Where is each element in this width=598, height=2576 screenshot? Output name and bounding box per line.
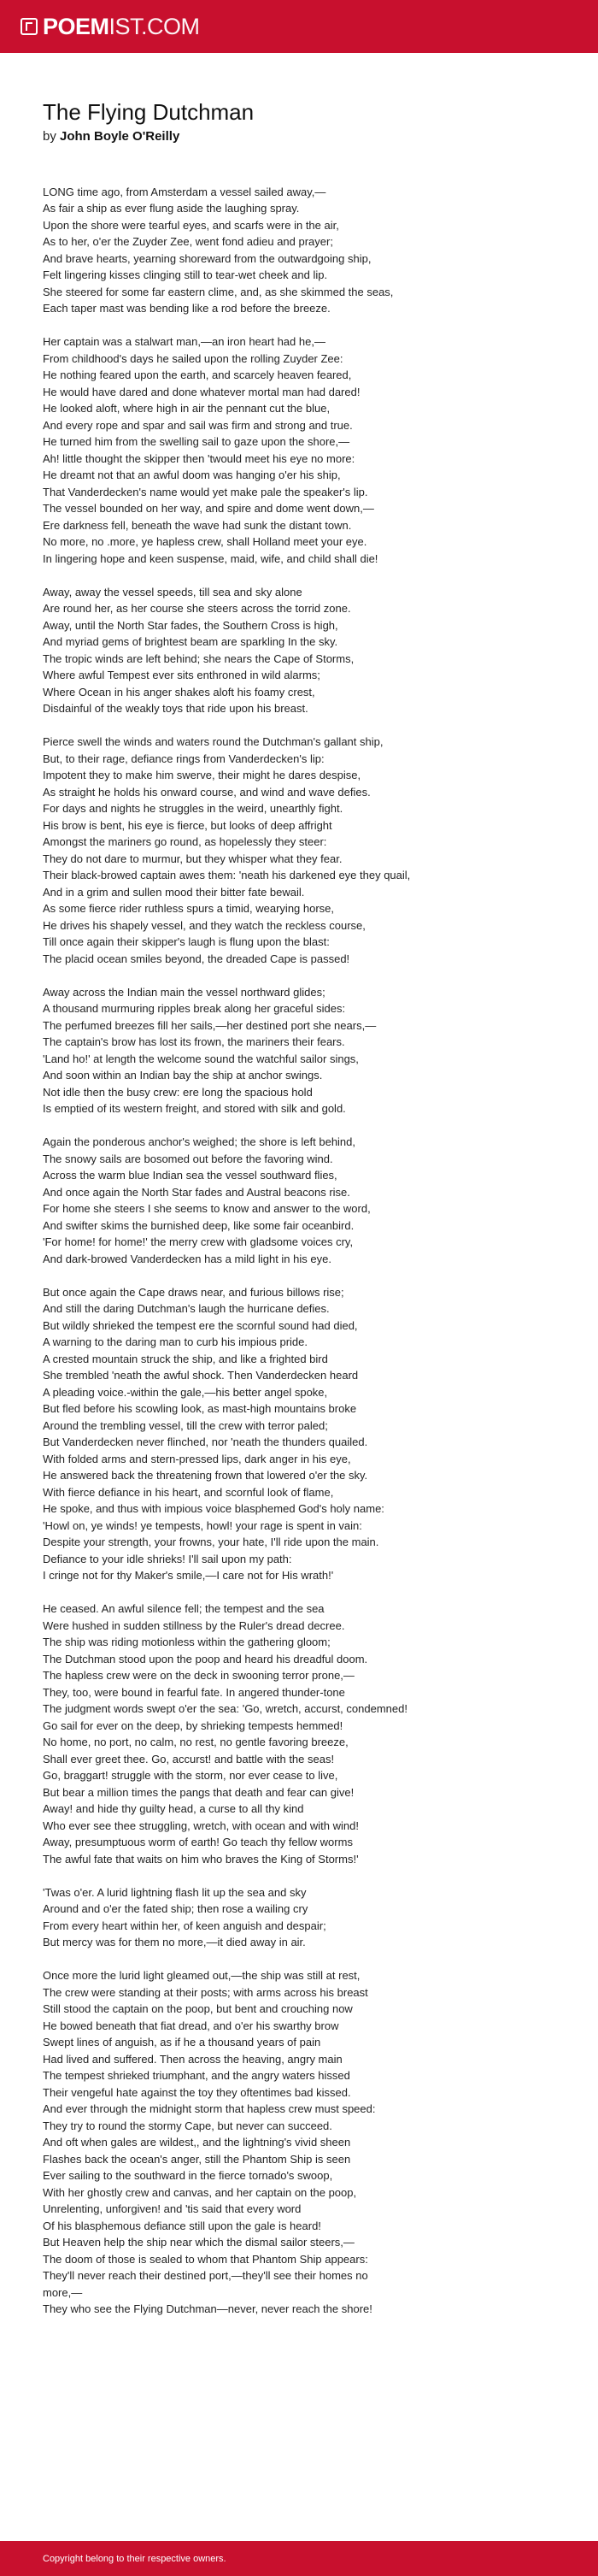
poem-line: And brave hearts, yearning shoreward from the outwardgoing ship, <box>43 251 372 265</box>
poem-line: Despite your strength, your frowns, your hate, I'll ride upon the main. <box>43 1536 379 1549</box>
poem-line: Pierce swell the winds and waters round the Dutchman's gallant ship, <box>43 735 384 749</box>
copyright-text: Copyright belong to their respective owners. <box>43 2553 226 2564</box>
stanza <box>43 1600 555 1867</box>
poem-line: Where awful Tempest ever sits enthroned in wild alarms; <box>43 669 320 682</box>
poem-title: The Flying Dutchman <box>43 99 255 125</box>
poem-line: And swifter skims the burnished deep, like some fair oceanbird. <box>43 1218 355 1232</box>
poem-line: Had lived and suffered. Then across the heaving, angry main <box>43 2052 343 2066</box>
poem-line: Ever sailing to the southward in the fierce tornado's swoop, <box>43 2169 333 2183</box>
poem-line: His brow is bent, his eye is fierce, but looks of deep affright <box>43 818 332 832</box>
poem-line: He looked aloft, where high in air the pennant cut the blue, <box>43 402 331 416</box>
poem-line: Where Ocean in his anger shakes aloft his foamy crest, <box>43 685 315 699</box>
poem-line: 'Twas o'er. A lurid lightning flash lit up the sea and sky <box>43 1885 307 1899</box>
poem-line: And still the daring Dutchman's laugh the hurricane defies. <box>43 1302 330 1316</box>
poem-line: Their vengeful hate against the toy they oftentimes bad kissed. <box>43 2085 351 2099</box>
poem-line: Defiance to your idle shrieks! I'll sail upon my path: <box>43 1552 292 1565</box>
poem-line: Again the ponderous anchor's weighed; the shore is left behind, <box>43 1135 356 1149</box>
stanza <box>43 584 555 717</box>
poem-line: And ever through the midnight storm that hapless crew must speed: <box>43 2102 376 2116</box>
poem-line: With folded arms and stern-pressed lips, dark anger in his eye, <box>43 1452 351 1465</box>
stanza <box>43 1967 555 2318</box>
poem-line: They'll never reach their destined port,—they'll see their homes no <box>43 2269 368 2283</box>
poem-line: The crew were standing at their posts; with arms across his breast <box>43 1985 368 1999</box>
poem-line: With her ghostly crew and canvas, and her captain on the poop, <box>43 2185 357 2199</box>
poem-line: And in a grim and sullen mood their bitter fate bewail. <box>43 885 305 899</box>
poem-line: Who ever see thee struggling, wretch, with ocean and with wind! <box>43 1819 359 1832</box>
poem-line: The doom of those is sealed to whom that Phantom Ship appears: <box>43 2252 368 2266</box>
poem-line: more,— <box>43 2285 83 2299</box>
poem-line: Across the warm blue Indian sea the vessel southward flies, <box>43 1169 337 1182</box>
poem-line: They try to round the stormy Cape, but never can succeed. <box>43 2119 332 2132</box>
poem-line: She trembled 'neath the awful shock. Then Vanderdecken heard <box>43 1369 359 1382</box>
poem-line: With fierce defiance in his heart, and scornful look of flame, <box>43 1485 334 1499</box>
stanza <box>43 1284 555 1584</box>
poem-line: He drives his shapely vessel, and they watch the reckless course, <box>43 918 366 932</box>
poem-line: Swept lines of anguish, as if he a thousand years of pain <box>43 2036 321 2049</box>
poem-line: The judgment words swept o'er the sea: 'Go, wretch, accurst, condemned! <box>43 1702 407 1716</box>
poem-line: Away, presumptuous worm of earth! Go teach thy fellow worms <box>43 1836 353 1849</box>
poem-line: Is emptied of its western freight, and stored with silk and gold. <box>43 1102 346 1116</box>
poem-line: The Dutchman stood upon the poop and heard his dreadful doom. <box>43 1652 368 1665</box>
poem-line: But once again the Cape draws near, and furious billows rise; <box>43 1285 344 1299</box>
stanza <box>43 333 555 567</box>
poem-line: Their black-browed captain awes them: 'neath his darkened eye they quail, <box>43 869 411 882</box>
poem-line: But Heaven help the ship near which the dismal sailor steers,— <box>43 2236 355 2249</box>
poem-line: He dreamt not that an awful doom was hanging o'er his ship, <box>43 469 341 482</box>
poem-body <box>43 184 555 2318</box>
poem-line: Go, braggart! struggle with the storm, nor ever cease to live, <box>43 1769 338 1783</box>
poem-line: Away! and hide thy guilty head, a curse to all thy kind <box>43 1802 304 1816</box>
poem-line: A pleading voice.-within the gale,—his better angel spoke, <box>43 1385 328 1399</box>
poem-line: They who see the Flying Dutchman—never, never reach the shore! <box>43 2302 372 2316</box>
poem-line: And oft when gales are wildest,, and the lightning's vivid sheen <box>43 2136 351 2149</box>
poem-line: The tropic winds are left behind; she nears the Cape of Storms, <box>43 651 355 665</box>
site-header <box>0 0 598 53</box>
stanza <box>43 734 555 967</box>
poem-line: Around the trembling vessel, till the crew with terror paled; <box>43 1418 328 1432</box>
poem-line: Shall ever greet thee. Go, accurst! and battle with the seas! <box>43 1752 335 1765</box>
poem-line: Ah! little thought the skipper then 'twould meet his eye no more: <box>43 451 355 465</box>
poem-line: The ship was riding motionless within the gathering gloom; <box>43 1636 331 1649</box>
poem-line: No home, no port, no calm, no rest, no gentle favoring breeze, <box>43 1736 349 1749</box>
poem-line: He answered back the threatening frown that lowered o'er the sky. <box>43 1469 368 1483</box>
poem-line: No more, no .more, ye hapless crew, shall Holland meet your eye. <box>43 535 367 549</box>
poem-line: Each taper mast was bending like a rod before the breeze. <box>43 302 331 315</box>
poem-line: Were hushed in sudden stillness by the Ruler's dread decree. <box>43 1618 345 1632</box>
logo-pen-icon <box>21 18 38 35</box>
poem-line: Flashes back the ocean's anger, still the Phantom Ship is seen <box>43 2152 351 2166</box>
poem-line: He would have dared and done whatever mortal man had dared! <box>43 385 361 398</box>
poem-line: 'Howl on, ye winds! ye tempests, howl! your rage is spent in vain: <box>43 1518 362 1532</box>
poem-line: Unrelenting, unforgiven! and 'tis said that every word <box>43 2202 302 2216</box>
poem-line: They, too, were bound in fearful fate. In angered thunder-tone <box>43 1685 345 1699</box>
poem-line: Around and o'er the fated ship; then rose a wailing cry <box>43 1902 308 1916</box>
poem-line: The awful fate that waits on him who braves the King of Storms!' <box>43 1852 359 1866</box>
stanza <box>43 184 555 317</box>
poem-line: He spoke, and thus with impious voice blasphemed God's holy name: <box>43 1502 384 1516</box>
poem-line: Ere darkness fell, beneath the wave had sunk the distant town. <box>43 518 352 532</box>
poem-line: He nothing feared upon the earth, and scarcely heaven feared, <box>43 368 352 382</box>
poem-line: For home she steers I she seems to know and answer to the word, <box>43 1202 371 1216</box>
poem-line: As to her, o'er the Zuyder Zee, went fond adieu and prayer; <box>43 235 333 249</box>
poem-line: He ceased. An awful silence fell; the tempest and the sea <box>43 1602 325 1616</box>
poem-line: He bowed beneath that fiat dread, and o'er his swarthy brow <box>43 2019 339 2032</box>
poem-line: He turned him from the swelling sail to gaze upon the shore,— <box>43 435 350 449</box>
poem-line: Away across the Indian main the vessel northward glides; <box>43 985 325 999</box>
poem-line: 'Land ho!' at length the welcome sound the watchful sailor sings, <box>43 1052 359 1065</box>
stanza <box>43 984 555 1117</box>
poem-line: In lingering hope and keen suspense, maid, wife, and child shall die! <box>43 551 378 565</box>
poem-line: The captain's brow has lost its frown, the mariners their fears. <box>43 1035 345 1049</box>
poem-line: Away, away the vessel speeds, till sea and sky alone <box>43 585 302 598</box>
author-link[interactable]: John Boyle O'Reilly <box>60 128 180 144</box>
poem-line: Impotent they to make him swerve, their might he dares despise, <box>43 769 361 782</box>
poem-line: As straight he holds his onward course, and wind and wave defies. <box>43 785 371 799</box>
poem-line: And myriad gems of brightest beam are sparkling In the sky. <box>43 635 338 649</box>
poem-line: The placid ocean smiles beyond, the dreaded Cape is passed! <box>43 952 350 965</box>
poem-line: But wildly shrieked the tempest ere the scornful sound had died, <box>43 1318 358 1332</box>
poem-line: A crested mountain struck the ship, and like a frighted bird <box>43 1352 328 1365</box>
poem-line: Upon the shore were tearful eyes, and scarfs were in the air, <box>43 218 339 232</box>
poem-line: LONG time ago, from Amsterdam a vessel sailed away,— <box>43 185 326 198</box>
poem-line: And soon within an Indian bay the ship at anchor swings. <box>43 1069 323 1082</box>
poem-line: The snowy sails are bosomed out before the favoring wind. <box>43 1152 333 1165</box>
stanza <box>43 1884 555 1951</box>
stanza <box>43 1134 555 1267</box>
poem-line: But mercy was for them no more,—it died away in air. <box>43 1936 306 1949</box>
poem-line: But Vanderdecken never flinched, nor 'neath the thunders quailed. <box>43 1435 368 1449</box>
poem-line: The perfumed breezes fill her sails,—her destined port she nears,— <box>43 1018 377 1032</box>
poem-content <box>0 53 598 2541</box>
poem-line: Once more the lurid light gleamed out,—the ship was still at rest, <box>43 1969 361 1983</box>
poem-line: Her captain was a stalwart man,—an iron heart had he,— <box>43 335 325 349</box>
logo-text <box>43 15 200 38</box>
poem-line: Disdainful of the weakly toys that ride upon his breast. <box>43 702 308 716</box>
poem-line: Amongst the mariners go round, as hopelessly they steer: <box>43 835 327 849</box>
poem-line: A warning to the daring man to curb his impious pride. <box>43 1335 308 1349</box>
logo-light-text: IST.COM <box>108 13 200 39</box>
poem-line: Away, until the North Star fades, the Southern Cross is high, <box>43 618 338 632</box>
poem-line: Till once again their skipper's laugh is flung upon the blast: <box>43 935 330 949</box>
site-footer <box>0 2541 598 2576</box>
poem-line: Go sail for ever on the deep, by shrieking tempests hemmed! <box>43 1718 343 1732</box>
poem-line: And once again the North Star fades and Austral beacons rise. <box>43 1185 350 1199</box>
poem-line: The hapless crew were on the deck in swooning terror prone,— <box>43 1669 355 1683</box>
poem-line: Felt lingering kisses clinging still to tear-wet cheek and lip. <box>43 268 328 282</box>
logo-bold-text: POEM <box>43 13 109 39</box>
poem-line: As some fierce rider ruthless spurs a timid, wearying horse, <box>43 902 335 916</box>
poem-line: I cringe not for thy Maker's smile,—I care not for His wrath!' <box>43 1569 334 1583</box>
poem-line: From childhood's days he sailed upon the rolling Zuyder Zee: <box>43 351 343 365</box>
poem-line: Not idle then the busy crew: ere long the spacious hold <box>43 1085 313 1099</box>
poem-line: But, to their rage, defiance rings from Vanderdecken's lip: <box>43 752 325 765</box>
poem-line: And dark-browed Vanderdecken has a mild light in his eye. <box>43 1252 331 1265</box>
poem-line: That Vanderdecken's name would yet make pale the speaker's lip. <box>43 485 368 498</box>
poem-line: But bear a million times the pangs that death and fear can give! <box>43 1785 355 1799</box>
poem-line: 'For home! for home!' the merry crew with gladsome voices cry, <box>43 1235 354 1249</box>
poem-line: From every heart within her, of keen anguish and despair; <box>43 1919 326 1932</box>
poem-line: The tempest shrieked triumphant, and the angry waters hissed <box>43 2069 350 2083</box>
poem-line: They do not dare to murmur, but they whisper what they fear. <box>43 852 343 865</box>
poem-line: A thousand murmuring ripples break along her graceful sides: <box>43 1002 346 1016</box>
poem-line: The vessel bounded on her way, and spire and dome went down,— <box>43 502 374 516</box>
poem-line: For days and nights he struggles in the weird, unearthly fight. <box>43 802 343 816</box>
poem-line: Of his blasphemous defiance still upon the gale is heard! <box>43 2219 321 2232</box>
poem-line: Still stood the captain on the poop, but bent and crouching now <box>43 2002 353 2016</box>
poem-line: She steered for some far eastern clime, and, as she skimmed the seas, <box>43 285 394 298</box>
poem-line: But fled before his scowling look, as mast-high mountains broke <box>43 1402 357 1416</box>
poem-line: As fair a ship as ever flung aside the laughing spray. <box>43 202 300 215</box>
poem-line: Are round her, as her course she steers across the torrid zone. <box>43 602 351 616</box>
byline <box>43 129 555 144</box>
byline-prefix: by <box>43 128 56 144</box>
site-logo[interactable] <box>21 15 200 38</box>
poem-line: And every rope and spar and sail was firm and strong and true. <box>43 418 353 432</box>
